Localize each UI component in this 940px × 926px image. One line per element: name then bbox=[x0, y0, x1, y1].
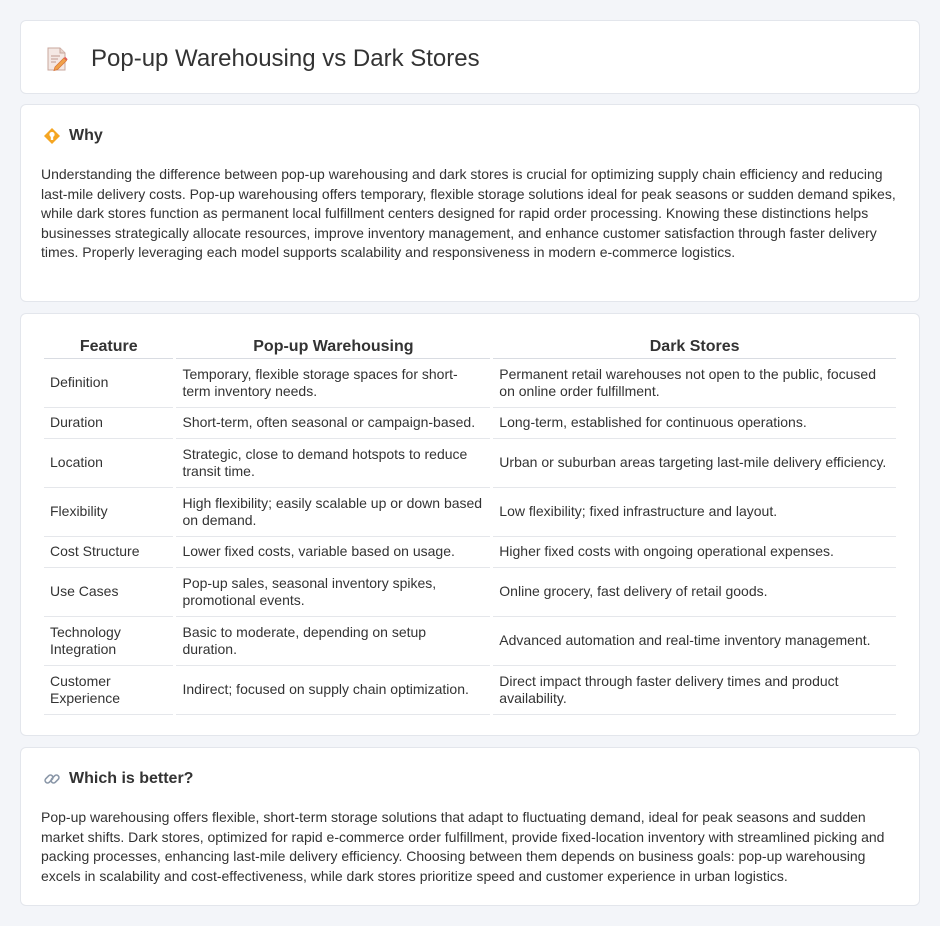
row-dark-value: Advanced automation and real-time inventory management. bbox=[493, 617, 896, 666]
row-dark-value: Permanent retail warehouses not open to the public, focused on online order fulfillment. bbox=[493, 359, 896, 408]
row-popup-value: Indirect; focused on supply chain optimization. bbox=[176, 666, 490, 715]
row-popup-value: High flexibility; easily scalable up or down based on demand. bbox=[176, 488, 490, 537]
lightbulb-icon bbox=[43, 127, 61, 145]
table-header-row bbox=[44, 336, 896, 359]
document-edit-icon bbox=[45, 45, 69, 73]
row-feature: Location bbox=[44, 439, 173, 488]
table-row bbox=[44, 408, 896, 439]
page-title: Pop-up Warehousing vs Dark Stores bbox=[91, 45, 480, 72]
row-dark-value: Long-term, established for continuous operations. bbox=[493, 408, 896, 439]
table-row bbox=[44, 537, 896, 568]
why-text: Understanding the difference between pop-up warehousing and dark stores is crucial for optimizing supply chain efficiency and reducing last-mile delivery costs. Pop-up warehousing offers temporary, flexible storage solutions ideal for peak seasons or sudden demand spikes, while dark stores function as permanent local fulfillment centers designed for rapid order processing. Knowing these distinctions helps businesses strategically allocate resources, improve inventory management, and enhance customer satisfaction through faster delivery times. Properly leveraging each model supports scalability and responsiveness in modern e-commerce logistics. bbox=[41, 166, 896, 261]
table-row bbox=[44, 488, 896, 537]
table-row bbox=[44, 666, 896, 715]
row-popup-value: Short-term, often seasonal or campaign-based. bbox=[176, 408, 490, 439]
row-popup-value: Lower fixed costs, variable based on usage. bbox=[176, 537, 490, 568]
title-card bbox=[20, 20, 920, 94]
why-heading bbox=[43, 127, 103, 145]
comparison-card bbox=[20, 313, 920, 736]
header-popup-warehousing: Pop-up Warehousing bbox=[176, 336, 490, 359]
why-label: Why bbox=[69, 127, 103, 144]
row-feature: Technology Integration bbox=[44, 617, 173, 666]
table-row bbox=[44, 617, 896, 666]
title-row bbox=[45, 43, 480, 75]
row-dark-value: Low flexibility; fixed infrastructure and layout. bbox=[493, 488, 896, 537]
row-feature: Flexibility bbox=[44, 488, 173, 537]
why-card bbox=[20, 104, 920, 302]
row-feature: Duration bbox=[44, 408, 173, 439]
comparison-table bbox=[41, 336, 899, 715]
row-feature: Customer Experience bbox=[44, 666, 173, 715]
better-text: Pop-up warehousing offers flexible, short-term storage solutions that adapt to fluctuating demand, ideal for peak seasons and sudden market shifts. Dark stores, optimized for rapid e-commerce order fulfillment, provide fixed-location inventory with streamlined picking and packing processes, enhancing last-mile delivery efficiency. Choosing between them depends on business goals: pop-up warehousing excels in scalability and cost-effectiveness, while dark stores prioritize speed and customer experience in urban logistics. bbox=[41, 809, 885, 884]
row-popup-value: Strategic, close to demand hotspots to reduce transit time. bbox=[176, 439, 490, 488]
row-feature: Cost Structure bbox=[44, 537, 173, 568]
better-label: Which is better? bbox=[69, 770, 194, 787]
row-dark-value: Higher fixed costs with ongoing operational expenses. bbox=[493, 537, 896, 568]
row-feature: Use Cases bbox=[44, 568, 173, 617]
row-dark-value: Direct impact through faster delivery times and product availability. bbox=[493, 666, 896, 715]
row-dark-value: Urban or suburban areas targeting last-mile delivery efficiency. bbox=[493, 439, 896, 488]
row-popup-value: Pop-up sales, seasonal inventory spikes, promotional events. bbox=[176, 568, 490, 617]
row-feature: Definition bbox=[44, 359, 173, 408]
row-dark-value: Online grocery, fast delivery of retail goods. bbox=[493, 568, 896, 617]
table-row bbox=[44, 359, 896, 408]
link-icon bbox=[43, 770, 61, 788]
row-popup-value: Temporary, flexible storage spaces for short-term inventory needs. bbox=[176, 359, 490, 408]
header-feature: Feature bbox=[44, 336, 173, 359]
row-popup-value: Basic to moderate, depending on setup duration. bbox=[176, 617, 490, 666]
table-row bbox=[44, 439, 896, 488]
better-heading bbox=[43, 770, 193, 788]
header-dark-stores: Dark Stores bbox=[493, 336, 896, 359]
table-row bbox=[44, 568, 896, 617]
which-is-better-card bbox=[20, 747, 920, 906]
